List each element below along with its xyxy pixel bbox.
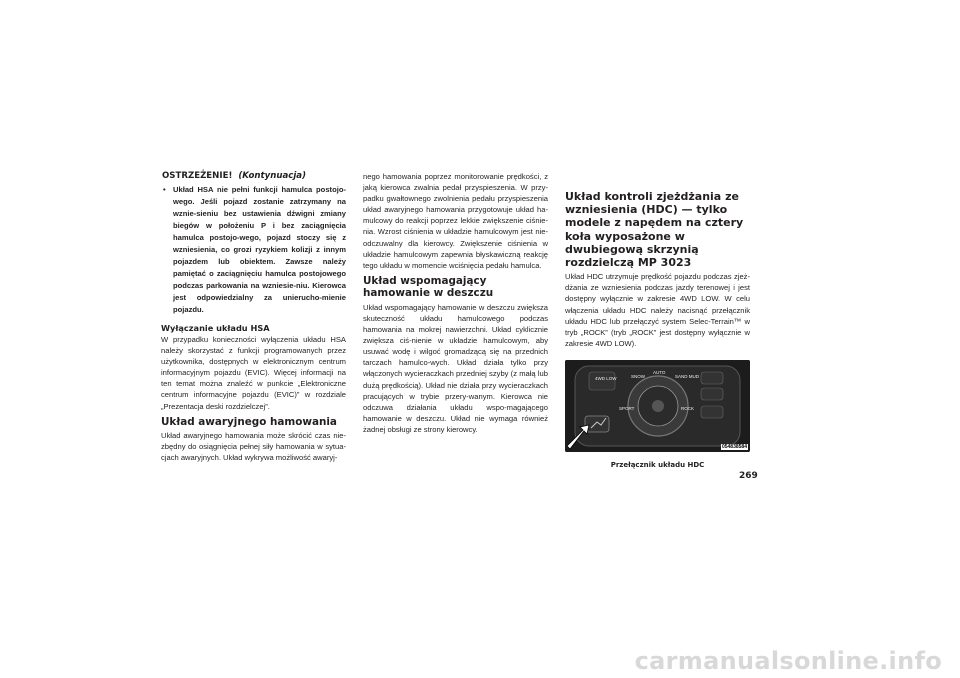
- warning-heading: [162, 171, 346, 181]
- hsa-off-heading: Wyłączanie układu HSA: [161, 323, 270, 333]
- hdc-switch-illustration: [565, 360, 750, 452]
- label-4wd-low: 4WD LOW: [595, 375, 617, 381]
- emergency-brake-heading: Układ awaryjnego hamowania: [161, 415, 337, 428]
- label-rock: ROCK: [681, 405, 695, 411]
- page-number: 269: [739, 471, 758, 481]
- watermark: carmanualsonline.info: [634, 647, 942, 675]
- warning-text: Układ HSA nie pełni funkcji hamulca postojo-wego. Jeśli pojazd zostanie zatrzymany na wznie-sieniu bez ustawienia dźwigni zmiany biegów w położeniu P i bez zaciągnięcia hamulca postojo-wego, pojazd stoczy się z wzniesienia, co grozi ryzykiem kolizji z innym pojazdem lub obiektem. Zawsze należy pamiętać o zaciągnięciu hamulca postojowego podczas parkowania na wzniesie-niu. Kierowca jest odpowiedzialny za unierucho-mienie pojazdu.: [173, 185, 346, 314]
- rain-brake-text: Układ wspomagający hamowanie w deszczu zwiększa skuteczność układu hamulcowego podczas hamowania na mokrej nawierzchni. Układ cyklicznie zwiększa ciś-nienie w układzie hamulcowym, aby usuwać wodę i wilgoć gromadzącą się na przednich tarczach hamulco-wych. Układ działa tylko przy włączonych wycieraczkach przedniej szyby (z małą lub dużą prędkością). Układ nie działa przy wycieraczkach pracujących w trybie przery-wanym. Kierowca nie odczuwa działania układu wspo-magającego hamowanie w deszczu. Układ nie wymaga również żadnej obsługi ze strony kierowcy.: [363, 302, 548, 434]
- hdc-switch-figure: [565, 360, 750, 452]
- hdc-text: Układ HDC utrzymuje prędkość pojazdu podczas zjeż-dżania ze wzniesienia podczas jazdy terenowej i jest dostępny wyłącznie w zakresie 4WD LOW. W celu włączenia układu HDC należy nacisnąć przełącznik układu HDC lub przełączyć system Selec-Terrain™ w tryb „ROCK” (tryb „ROCK” jest dostępny wyłącznie w zakresie 4WD LOW).: [565, 272, 750, 348]
- hsa-off-text: W przypadku konieczności wyłączenia układu HSA należy skorzystać z funkcji programowanych przez użytkownika, dostępnych w elektronicznym centrum informacyjnym pojazdu (EVIC). Więcej informacji na ten temat można znaleźć w punkcie „Elektroniczne centrum informacyjne pojazdu (EVIC)” w rozdziale „Prezentacja deski rozdzielczej”.: [161, 335, 346, 411]
- column-left: [161, 171, 346, 463]
- hdc-heading: Układ kontroli zjeżdżania ze wzniesienia (HDC) — tylko modele z napędem na cztery koła wyposażone w dwubiegową skrzynią rozdzielczą MP 3023: [565, 190, 744, 270]
- column-right: [565, 171, 750, 469]
- warning-continued: (Kontynuacja): [238, 171, 307, 181]
- label-sand-mud: SAND MUD: [675, 373, 700, 379]
- label-snow: SNOW: [631, 373, 645, 379]
- warning-title: OSTRZEŻENIE!: [162, 171, 233, 181]
- label-auto: AUTO: [653, 369, 666, 375]
- label-sport: SPORT: [619, 405, 635, 411]
- emergency-brake-continuation: nego hamowania poprzez monitorowanie prędkości, z jaką kierowca zwalnia pedał przyspieszenia. W przy-padku gwałtownego zwolnienia pedału przyspieszenia układ awaryjnego hamowania przygotowuje układ ha-mulcowy do reakcji poprzez lekkie zwiększenie ciśnie-nia. Wzrost ciśnienia w układzie hamulcowym jest nie-odczuwalny dla kierowcy. Zwiększenie ciśnienia w układzie hamulcowym zapewnia błyskawiczną reakcję tego układu w momencie wciśnięcia pedału hamulca.: [363, 172, 548, 270]
- emergency-brake-text: Układ awaryjnego hamowania może skrócić czas nie-zbędny do osiągnięcia pełnej siły hamowania w sytua-cjach awaryjnych. Układ wykrywa możliwość awaryj-: [161, 431, 346, 463]
- figure-code: 054838584: [721, 443, 747, 450]
- warning-bullet-item: [161, 184, 346, 316]
- column-middle: [363, 171, 548, 435]
- bullet-icon: •: [163, 185, 166, 194]
- figure-caption: Przełącznik układu HDC: [610, 460, 705, 469]
- rain-brake-heading: Układ wspomagający hamowanie w deszczu: [363, 274, 494, 300]
